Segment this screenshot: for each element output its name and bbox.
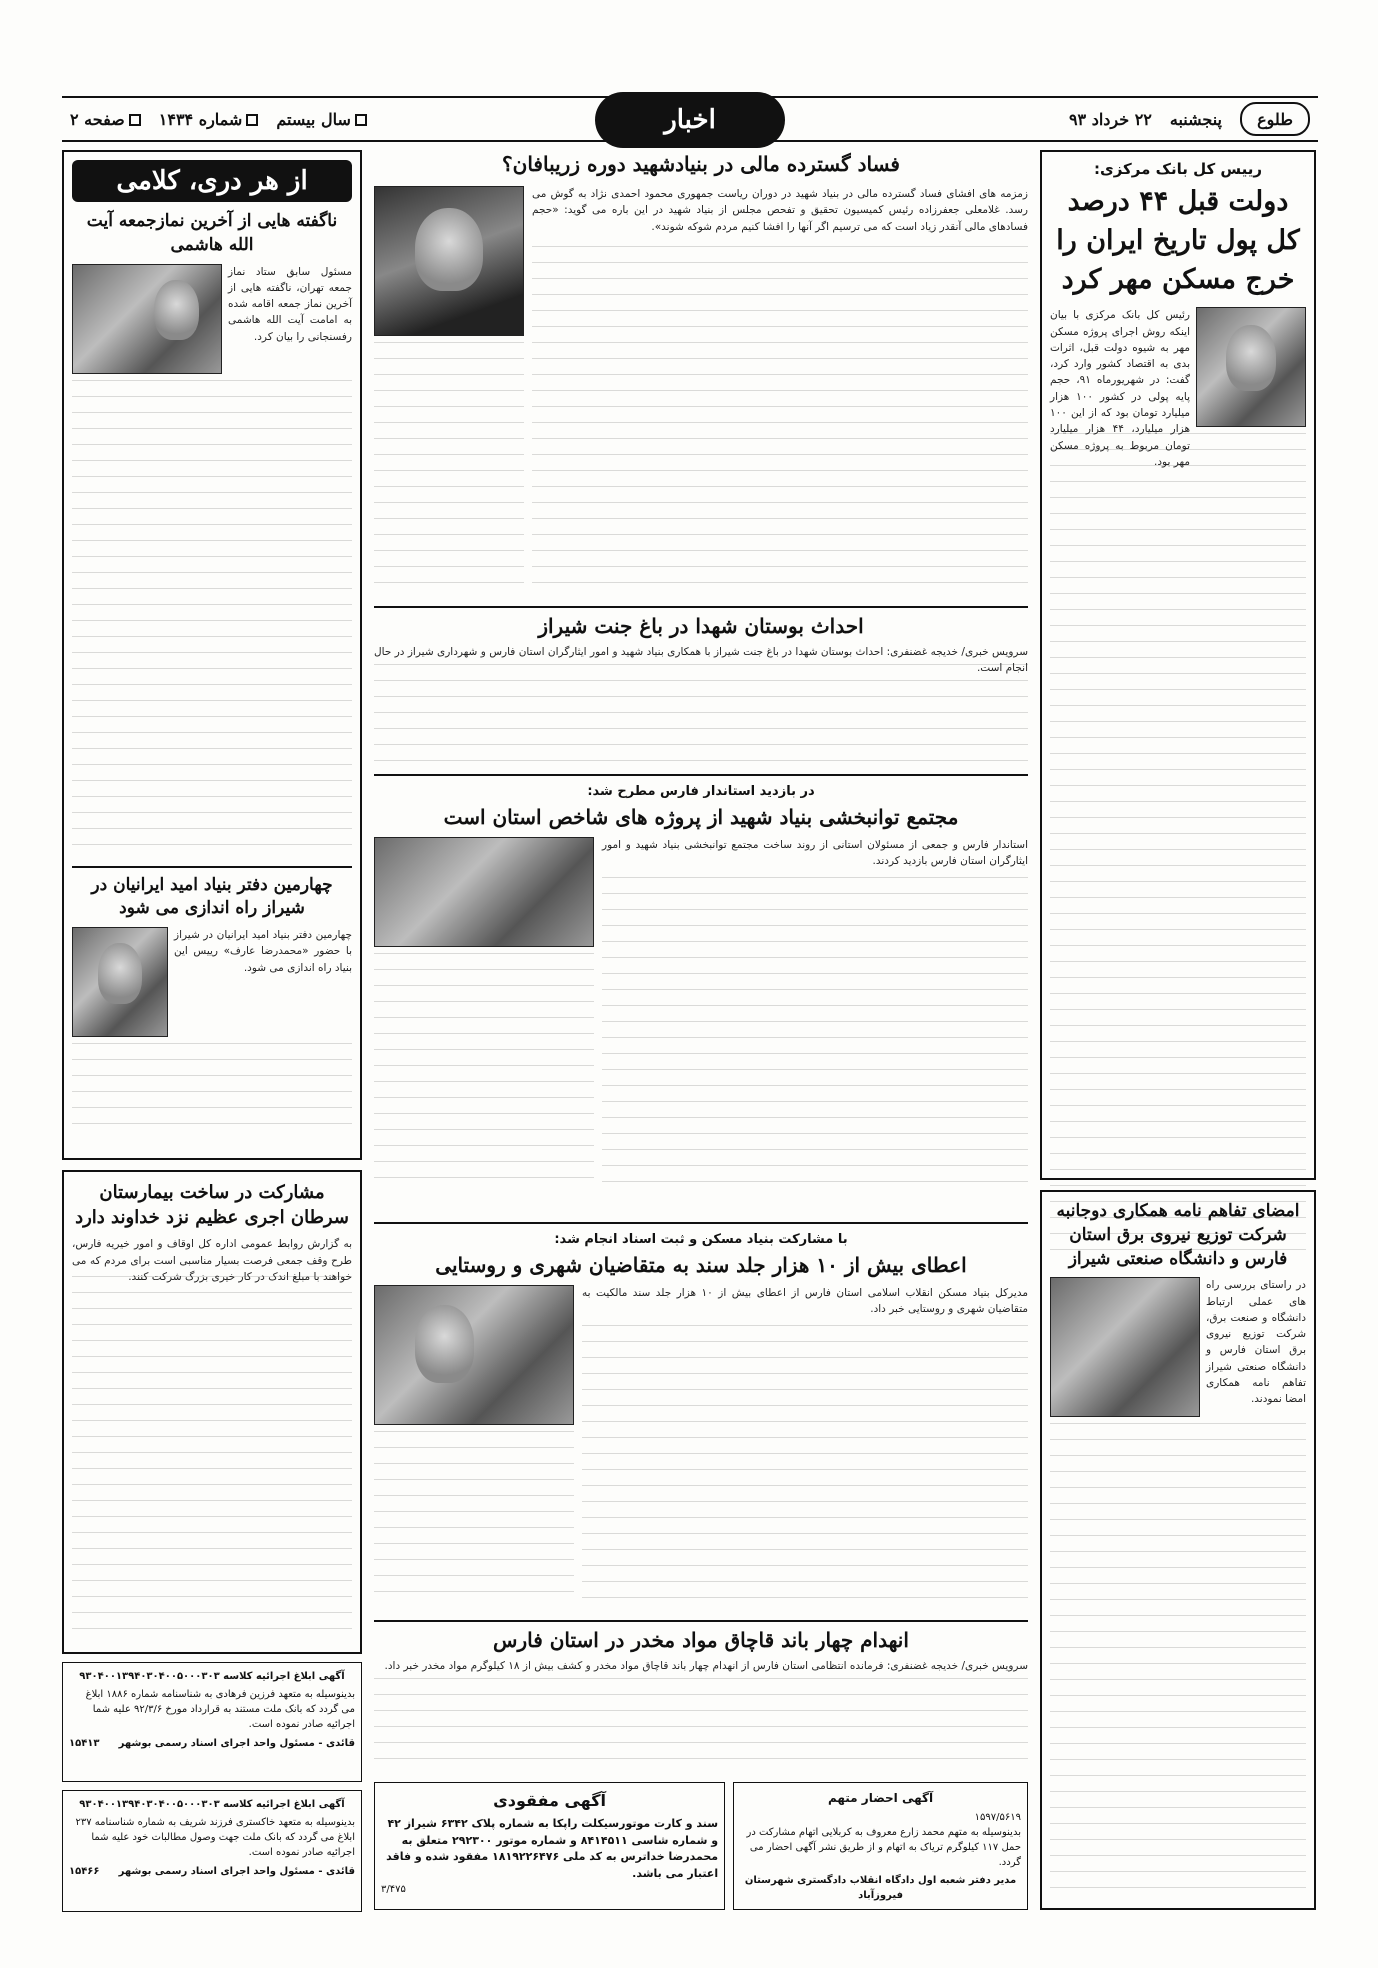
omid-intro: چهارمین دفتر بنیاد امید ایرانیان در شیراز با حضور «محمدرضا عارف» رییس این بنیاد راه اندازی می شود.: [174, 929, 352, 974]
lead-body-intro: رئیس کل بانک مرکزی با بیان اینکه روش اجرای پروژه مسکن مهر به شیوه دولت قبل، اثرات بدی به اقتصاد کشور وارد کرد، گفت: در شهریورماه ۹۱، حجم پایه پولی در کشور ۱۰۰ هزار میلیارد تومان بود که از این ۱۰۰ هزار میلیارد، ۴۴ هزار میلیارد تومان مربوط به پروژه مسکن مهر بود.: [1050, 309, 1191, 468]
summons-ad-body: بدینوسیله به متهم محمد زارع معروف به کربلایی اتهام مشارکت در حمل ۱۱۷ کیلوگرم تریاک به اتهام و از طریق نشر آگهی احضار می گردد.: [746, 1827, 1021, 1868]
hospital-story[interactable]: [62, 1170, 362, 1654]
middle-column: [374, 150, 1028, 1914]
masthead-page: صفحه ۲: [70, 110, 141, 129]
summons-ad-title: آگهی احضار متهم: [827, 1791, 934, 1805]
omid-photo: [72, 927, 168, 1037]
left-column: [62, 150, 362, 1914]
hospital-headline[interactable]: مشارکت در ساخت بیمارستان سرطان اجری عظیم نزد خداوند دارد: [75, 1182, 349, 1229]
square-bullet-icon: [246, 114, 258, 126]
omid-headline[interactable]: چهارمین دفتر بنیاد امید ایرانیان در شیراز راه اندازی می شود: [91, 874, 333, 919]
masthead-right: [1069, 102, 1310, 136]
lead-kicker: رییس کل بانک مرکزی:: [1093, 160, 1263, 178]
masthead: [62, 96, 1318, 142]
park-headline[interactable]: احداث بوستان شهدا در باغ جنت شیراز: [538, 614, 864, 638]
enforcement-2-body: بدینوسیله به متعهد خاکستری فرزند شریف به شماره شناسنامه ۲۳۷ ابلاغ می گردد که بانک ملت جهت وصول مطالبات خود علیه شما اجرائیه صادر نموده است.: [75, 1817, 355, 1858]
rehab-photo: [374, 837, 594, 947]
drugs-story[interactable]: [374, 1626, 1028, 1776]
enforcement-1-id: ۱۵۴۱۳: [69, 1738, 100, 1749]
lost-ad-body: سند و کارت موتورسیکلت راپکا به شماره پلاک ۶۳۴۲ شیراز ۴۲ و شماره شاسی ۸۴۱۴۵۱۱ و شماره موتور ۲۹۲۳۰۰ متعلق به محمدرضا خداترس به کد ملی ۱۸۱۹۲۲۶۴۷۶ مفقود شده و فاقد اعتبار می باشد.: [386, 1817, 719, 1880]
square-bullet-icon: [129, 114, 141, 126]
summons-ad-footer: مدیر دفتر شعبه اول دادگاه انقلاب دادگستری شهرستان فیروزآباد: [744, 1875, 1017, 1901]
corruption-photo: [374, 186, 524, 336]
corruption-story[interactable]: [374, 150, 1028, 602]
park-body: سرویس خبری/ خدیجه غضنفری: احداث بوستان شهدا در باغ جنت شیراز با همکاری بنیاد شهید و امور ایثارگران استان فارس و شهرداری شیراز در حال انجام است.: [374, 644, 1028, 762]
friday-prayer-story[interactable]: [72, 210, 352, 860]
rehab-kicker: در بازدید استاندار فارس مطرح شد:: [587, 784, 815, 799]
enforcement-1-body: بدینوسیله به متعهد فرزین فرهادی به شناسنامه شماره ۱۸۸۶ ابلاغ می گردد که بانک ملت مستند به قرارداد مورخ ۹۲/۳/۶ علیه شما اجرائیه صادر نموده است.: [85, 1689, 355, 1730]
deeds-story[interactable]: [374, 1228, 1028, 1616]
enforcement-2-id: ۱۵۴۶۶: [69, 1866, 100, 1877]
deeds-headline[interactable]: اعطای بیش از ۱۰ هزار جلد سند به متقاضیان شهری و روستایی: [435, 1253, 967, 1277]
lead-photo: [1196, 307, 1306, 427]
deeds-body: مدیرکل بنیاد مسکن انقلاب اسلامی استان فارس از اعطای بیش از ۱۰ هزار جلد سند مالکیت به متقاضیان شهری و روستایی خبر داد.: [582, 1285, 1028, 1605]
masthead-issue: شماره ۱۴۳۴: [159, 110, 259, 129]
enforcement-1-footer: قائدی - مسئول واحد اجرای اسناد رسمی بوشهر: [118, 1738, 355, 1749]
various-banner: از هر دری، کلامی: [72, 160, 352, 202]
deeds-kicker: با مشارکت بنیاد مسکن و ثبت اسناد انجام شد:: [554, 1232, 848, 1247]
various-box: [62, 150, 362, 1160]
summons-ad[interactable]: [733, 1782, 1028, 1910]
friday-prayer-headline[interactable]: ناگفته هایی از آخرین نمازجمعه آیت الله هاشمی: [86, 211, 338, 255]
ads-row: [374, 1782, 1028, 1910]
corruption-headline[interactable]: فساد گسترده مالی در بنیادشهید دوره زریبافان؟: [502, 152, 900, 176]
newspaper-logo: طلوع: [1240, 102, 1310, 136]
lead-headline[interactable]: دولت قبل ۴۴ درصد کل پول تاریخ ایران را خرج مسکن مهر کرد: [1056, 186, 1300, 296]
square-bullet-icon: [355, 114, 367, 126]
hospital-body: به گزارش روابط عمومی اداره کل اوقاف و امور خیریه فارس، طرح وقف جمعی فرصت بسیار مناسبی است برای مردم که می خواهند با مبلغ اندک در کار خیری بزرگ شرکت کنند.: [72, 1236, 352, 1636]
rehab-body: استاندار فارس و جمعی از مسئولان استانی از روند ساخت مجتمع توانبخشی بنیاد شهید و امور ایثارگران استان فارس بازدید کردند.: [602, 837, 1028, 1187]
enforcement-2-footer: قائدی - مسئول واحد اجرای اسناد رسمی بوشهر: [118, 1866, 355, 1877]
summons-ad-id: ۱۵۹۷/۵۶۱۹: [974, 1812, 1021, 1823]
drugs-body: سرویس خبری/ خدیجه غضنفری: فرمانده انتظامی استان فارس از انهدام چهار باند قاچاق مواد مخدر و کشف بیش از ۱۸ کیلوگرم مواد مخدر خبر داد.: [374, 1658, 1028, 1766]
lead-body: [1050, 433, 1306, 1263]
friday-prayer-photo: [72, 264, 222, 374]
enforcement-notice-1[interactable]: [62, 1662, 362, 1782]
omid-body: [72, 1043, 352, 1127]
rehab-headline[interactable]: مجتمع توانبخشی بنیاد شهید از پروژه های شاخص استان است: [443, 805, 959, 829]
right-column: [1040, 150, 1316, 1914]
friday-prayer-intro: مسئول سابق ستاد نماز جمعه تهران، ناگفته هایی از آخرین نماز جمعه اقامه شده به امامت آیت الله هاشمی رفسنجانی را بیان کرد.: [228, 265, 352, 343]
section-title: اخبار: [595, 92, 785, 148]
corruption-body: زمزمه های افشای فساد گسترده مالی در بنیاد شهید در دوران ریاست جمهوری محمود احمدی نژاد به گوش می رسد. غلامعلی جعفرزاده رئیس کمیسیون تحقیق و تفحص مجلس از بنیاد شهید در این باره می گوید: «حجم فسادهای مالی آنقدر زیاد است که می ترسیم اگر آنها را افشا کنیم مردم شوکه شوند».: [532, 186, 1028, 586]
drugs-headline[interactable]: انهدام چهار باند قاچاق مواد مخدر در استان فارس: [493, 1628, 909, 1652]
enforcement-2-title: آگهی ابلاغ اجرائیه کلاسه ۹۳۰۴۰۰۱۳۹۴۰۳۰۴۰۰۵۰۰۰۳۰۳: [79, 1799, 345, 1810]
mou-photo: [1050, 1277, 1200, 1417]
enforcement-notice-2[interactable]: [62, 1790, 362, 1912]
rehab-story[interactable]: [374, 780, 1028, 1218]
friday-prayer-body: [72, 380, 352, 860]
masthead-date: ۲۲ خرداد ۹۳: [1068, 109, 1152, 129]
enforcement-1-title: آگهی ابلاغ اجرائیه کلاسه ۹۳۰۴۰۰۱۳۹۴۰۳۰۴۰۰۵۰۰۰۳۰۳: [79, 1671, 345, 1682]
omid-story[interactable]: [72, 874, 352, 1128]
deeds-photo: [374, 1285, 574, 1425]
lost-document-ad[interactable]: [374, 1782, 725, 1910]
mou-story[interactable]: [1040, 1190, 1316, 1910]
park-story[interactable]: [374, 612, 1028, 770]
mou-headline[interactable]: امضای تفاهم نامه همکاری دوجانبه شرکت توزیع نیروی برق استان فارس و دانشگاه صنعتی شیراز: [1056, 1201, 1300, 1269]
lead-story[interactable]: [1040, 150, 1316, 1180]
mou-body-intro: در راستای بررسی راه های عملی ارتباط دانشگاه و صنعت برق، شرکت توزیع نیروی برق استان فارس و دانشگاه صنعتی شیراز تفاهم نامه همکاری امضا نمودند.: [1206, 1279, 1306, 1406]
lost-ad-id: ۳/۴۷۵: [381, 1884, 406, 1895]
masthead-year: سال بیستم: [276, 110, 367, 129]
lost-ad-title: آگهی مفقودی: [493, 1791, 607, 1810]
mou-body: [1050, 1423, 1306, 1893]
masthead-left: [70, 110, 367, 129]
masthead-day: پنجشنبه: [1169, 109, 1222, 129]
